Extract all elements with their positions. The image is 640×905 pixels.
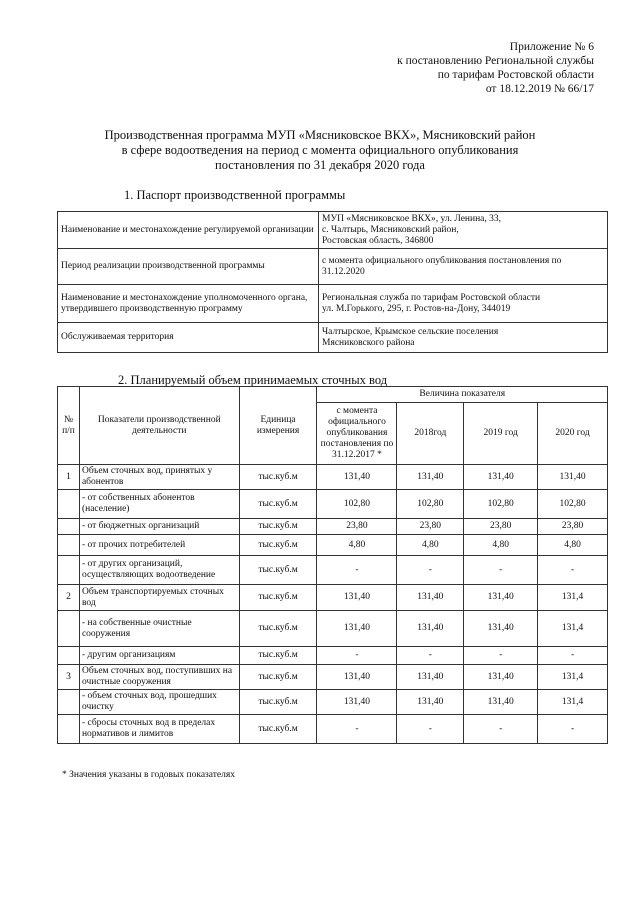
passport-label: Наименование и местонахождение регулируемой организации (58, 212, 319, 249)
table-row (58, 490, 608, 519)
cell-unit: тыс.куб.м (239, 690, 317, 715)
cell-v4: 131,4 (538, 585, 608, 611)
cell-unit: тыс.куб.м (239, 585, 317, 611)
cell-num (58, 690, 80, 715)
cell-v2: - (397, 647, 464, 665)
cell-v2: 131,40 (397, 690, 464, 715)
cell-v1: 131,40 (317, 585, 397, 611)
cell-v3: 131,40 (464, 665, 538, 690)
cell-v4: 4,80 (538, 535, 608, 556)
cell-name: - от других организаций, осуществляющих водоотведение (79, 556, 239, 585)
passport-value-line: с момента официального опубликования постановления по (322, 255, 562, 266)
cell-num: 1 (58, 465, 80, 490)
table-row (58, 585, 608, 611)
cell-num: 3 (58, 665, 80, 690)
passport-value (319, 323, 608, 353)
cell-v3: 131,40 (464, 690, 538, 715)
section-1-heading: 1. Паспорт производственной программы (124, 188, 346, 202)
cell-v3: 131,40 (464, 611, 538, 647)
passport-value-line: Мясниковского района (322, 337, 415, 348)
cell-v1: 131,40 (317, 611, 397, 647)
passport-value (319, 285, 608, 323)
cell-v3: 131,40 (464, 585, 538, 611)
table-row (58, 285, 608, 323)
title-line: Производственная программа МУП «Мясниковское ВКХ», Мясниковский район (104, 128, 536, 142)
cell-v3: 4,80 (464, 535, 538, 556)
cell-v3: - (464, 647, 538, 665)
cell-name: - от прочих потребителей (79, 535, 239, 556)
table-row (58, 647, 608, 665)
cell-v2: - (397, 715, 464, 744)
header-unit: Единица измерения (239, 387, 317, 465)
table-row (58, 323, 608, 353)
cell-unit: тыс.куб.м (239, 535, 317, 556)
cell-unit: тыс.куб.м (239, 647, 317, 665)
cell-num: 2 (58, 585, 80, 611)
title-line: в сфере водоотведения на период с момента официального опубликования (121, 143, 519, 157)
cell-num (58, 556, 80, 585)
passport-value-line: Чалтырское, Крымское сельские поселения (322, 326, 499, 337)
volume-table (57, 386, 608, 744)
table-row (58, 665, 608, 690)
table-row (58, 611, 608, 647)
cell-name: - на собственные очистные сооружения (79, 611, 239, 647)
header-col-1: с момента официального опубликования постановления по 31.12.2017 * (317, 403, 397, 465)
cell-v3: 131,40 (464, 465, 538, 490)
passport-value-line: Региональная служба по тарифам Ростовской области (322, 292, 541, 303)
cell-unit: тыс.куб.м (239, 665, 317, 690)
document-title (60, 128, 580, 173)
cell-v4: 131,4 (538, 690, 608, 715)
cell-name: - сбросы сточных вод в пределах нормативов и лимитов (79, 715, 239, 744)
cell-v4: 131,40 (538, 465, 608, 490)
cell-v1: 131,40 (317, 690, 397, 715)
cell-v2: 131,40 (397, 611, 464, 647)
cell-v4: 131,4 (538, 611, 608, 647)
title-line: постановления по 31 декабря 2020 года (215, 158, 425, 172)
cell-v2: 131,40 (397, 585, 464, 611)
cell-v4: - (538, 647, 608, 665)
passport-value-line: 31.12.2020 (322, 266, 365, 277)
cell-v2: 23,80 (397, 519, 464, 535)
passport-value-line: МУП «Мясниковское ВКХ», ул. Ленина, 33, (322, 213, 502, 224)
section-2-heading: 2. Планируемый объем принимаемых сточных вод (118, 373, 388, 387)
header-num: № п/п (58, 387, 80, 465)
cell-v3: 102,80 (464, 490, 538, 519)
cell-unit: тыс.куб.м (239, 519, 317, 535)
cell-name: Объем сточных вод, поступивших на очистные сооружения (79, 665, 239, 690)
cell-v3: - (464, 715, 538, 744)
passport-label: Наименование и местонахождение уполномоченного органа, утвердившего производственную программу (58, 285, 319, 323)
cell-v3: - (464, 556, 538, 585)
cell-num (58, 490, 80, 519)
header-col-2: 2018год (397, 403, 464, 465)
passport-label: Период реализации производственной программы (58, 249, 319, 285)
cell-v4: 131,4 (538, 665, 608, 690)
cell-name: Объем транспортируемых сточных вод (79, 585, 239, 611)
table-row (58, 535, 608, 556)
cell-v2: - (397, 556, 464, 585)
table-row (58, 519, 608, 535)
table-row (58, 212, 608, 249)
cell-v1: 4,80 (317, 535, 397, 556)
table-header-row (58, 387, 608, 403)
appendix-header (397, 40, 594, 96)
cell-v2: 131,40 (397, 465, 464, 490)
footnote: * Значения указаны в годовых показателях (62, 770, 236, 780)
passport-value (319, 249, 608, 285)
cell-unit: тыс.куб.м (239, 490, 317, 519)
passport-value-line: ул. М.Горького, 295, г. Ростов-на-Дону, 344019 (322, 303, 511, 314)
appendix-line: Приложение № 6 (509, 41, 594, 53)
passport-value-line: Ростовская область, 346800 (322, 235, 434, 246)
table-row (58, 465, 608, 490)
cell-v1: 102,80 (317, 490, 397, 519)
cell-v1: - (317, 647, 397, 665)
appendix-line: от 18.12.2019 № 66/17 (485, 83, 594, 95)
cell-v1: 23,80 (317, 519, 397, 535)
appendix-line: по тарифам Ростовской области (437, 69, 594, 81)
header-group: Величина показателя (317, 387, 608, 403)
passport-value-line: с. Чалтырь, Мясниковский район, (322, 224, 459, 235)
cell-v1: - (317, 715, 397, 744)
table-row (58, 556, 608, 585)
cell-v2: 4,80 (397, 535, 464, 556)
cell-unit: тыс.куб.м (239, 465, 317, 490)
cell-unit: тыс.куб.м (239, 715, 317, 744)
header-col-3: 2019 год (464, 403, 538, 465)
cell-unit: тыс.куб.м (239, 556, 317, 585)
cell-v3: 23,80 (464, 519, 538, 535)
cell-v1: 131,40 (317, 665, 397, 690)
table-row (58, 690, 608, 715)
passport-label: Обслуживаемая территория (58, 323, 319, 353)
cell-v2: 102,80 (397, 490, 464, 519)
cell-v2: 131,40 (397, 665, 464, 690)
header-col-4: 2020 год (538, 403, 608, 465)
table-row (58, 715, 608, 744)
cell-name: - от собственных абонентов (население) (79, 490, 239, 519)
cell-v4: - (538, 715, 608, 744)
cell-num (58, 519, 80, 535)
cell-num (58, 611, 80, 647)
cell-v1: - (317, 556, 397, 585)
passport-value (319, 212, 608, 249)
cell-v4: 23,80 (538, 519, 608, 535)
cell-num (58, 535, 80, 556)
table-row (58, 249, 608, 285)
cell-unit: тыс.куб.м (239, 611, 317, 647)
cell-v4: 102,80 (538, 490, 608, 519)
cell-name: Объем сточных вод, принятых у абонентов (79, 465, 239, 490)
cell-name: - от бюджетных организаций (79, 519, 239, 535)
passport-table (57, 211, 608, 353)
cell-name: - другим организациям (79, 647, 239, 665)
header-indicator: Показатели производственной деятельности (79, 387, 239, 465)
cell-v4: - (538, 556, 608, 585)
cell-num (58, 647, 80, 665)
volume-table-body (58, 465, 608, 744)
cell-v1: 131,40 (317, 465, 397, 490)
cell-name: - объем сточных вод, прошедших очистку (79, 690, 239, 715)
appendix-line: к постановлению Региональной службы (397, 55, 594, 67)
cell-num (58, 715, 80, 744)
